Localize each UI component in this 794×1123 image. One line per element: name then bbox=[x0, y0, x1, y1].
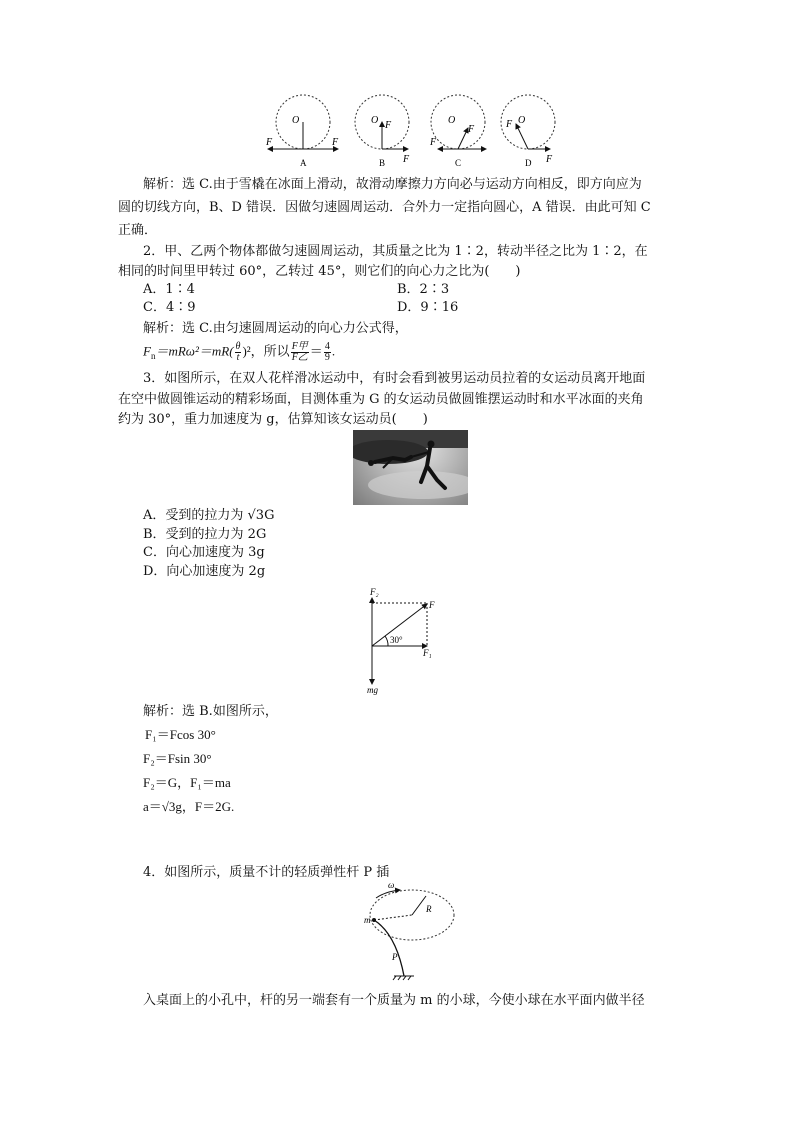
q2-option-b[interactable]: B．2∶3 bbox=[397, 282, 450, 297]
q3-solution-eq-2: F₂＝Fsin 30° bbox=[143, 751, 212, 766]
q3-solution-eq-3: F₂＝G，F₁＝ma bbox=[143, 775, 231, 790]
q4-fig-p-label: P bbox=[392, 952, 398, 962]
formula-theta-over-t: $\frac{\theta}{t}$ bbox=[235, 341, 241, 363]
q1-solution-line-1: 解析：选 C.由于雪橇在冰面上滑动，故滑动摩擦力方向必与运动方向相反，即方向应为 bbox=[143, 177, 642, 192]
q1-solution-line-3: 正确． bbox=[118, 223, 158, 238]
q1-force-figure bbox=[260, 92, 560, 174]
q3-fig-f2-label: F₂ bbox=[370, 587, 379, 597]
formula-force-ratio: $\frac{\text{F甲}}{\text{F乙}}$ bbox=[291, 341, 308, 363]
svg-text:F: F bbox=[266, 137, 273, 148]
svg-text:F: F bbox=[332, 137, 339, 148]
svg-text:F: F bbox=[385, 120, 392, 131]
q3-fig-f1-label: F₁ bbox=[423, 648, 432, 658]
q3-option-a[interactable]: A．受到的拉力为 √3G bbox=[143, 508, 275, 523]
svg-text:O: O bbox=[448, 115, 456, 126]
q3-solution-eq-4: a＝√3g，F＝2G. bbox=[143, 799, 235, 814]
svg-text:D: D bbox=[525, 158, 532, 168]
formula-ratio-end: . bbox=[331, 343, 336, 359]
formula-ratio-value: $\frac{4}{9}$ bbox=[324, 341, 330, 363]
q2-solution-formula bbox=[143, 342, 335, 370]
formula-after: )²，所以 bbox=[242, 343, 290, 359]
q3-fig-angle-label: 30° bbox=[390, 635, 403, 645]
formula-f: F bbox=[143, 343, 151, 359]
q4-rod-diagram bbox=[362, 882, 462, 982]
q3-option-c[interactable]: C．向心加速度为 3g bbox=[143, 545, 265, 560]
q1-option-a-diagram bbox=[265, 95, 339, 168]
q4-question-line-1: 4．如图所示，质量不计的轻质弹性杆 P 插 bbox=[143, 865, 390, 880]
svg-text:F: F bbox=[506, 119, 513, 130]
svg-text:B: B bbox=[379, 158, 386, 168]
svg-text:O: O bbox=[371, 115, 379, 126]
q3-fig-mg-label: mg bbox=[367, 685, 378, 695]
formula-eq: ＝mRω²＝mR( bbox=[155, 343, 234, 359]
q4-fig-r-label: R bbox=[426, 904, 432, 914]
svg-text:F: F bbox=[403, 154, 410, 165]
figure-skating-photo bbox=[353, 430, 468, 505]
q4-fig-m-label: m bbox=[364, 915, 371, 925]
svg-text:A: A bbox=[300, 158, 307, 168]
q1-option-b-diagram bbox=[355, 95, 410, 168]
q3-option-b[interactable]: B．受到的拉力为 2G bbox=[143, 527, 267, 542]
q3-option-d[interactable]: D．向心加速度为 2g bbox=[143, 564, 266, 579]
q3-question-line-1: 3．如图所示，在双人花样滑冰运动中，有时会看到被男运动员拉着的女运动员离开地面 bbox=[143, 371, 646, 386]
q1-solution-line-2: 圆的切线方向，B、D 错误．因做匀速圆周运动．合外力一定指向圆心，A 错误．由此可知 C bbox=[118, 200, 651, 215]
q3-force-diagram bbox=[362, 584, 452, 696]
q3-solution-eq-1: F₁＝Fcos 30° bbox=[145, 727, 216, 742]
q2-option-c[interactable]: C．4∶9 bbox=[143, 300, 196, 315]
svg-text:C: C bbox=[455, 158, 462, 168]
q1-option-c-diagram bbox=[429, 95, 486, 168]
svg-text:O: O bbox=[292, 115, 300, 126]
q2-option-a[interactable]: A．1∶4 bbox=[143, 282, 195, 297]
q3-solution-line-1: 解析：选 B.如图所示， bbox=[143, 704, 278, 719]
q2-option-d[interactable]: D．9∶16 bbox=[397, 300, 459, 315]
q3-fig-f-label: F bbox=[429, 600, 435, 610]
q2-solution-line-1: 解析：选 C.由匀速圆周运动的向心力公式得， bbox=[143, 321, 408, 336]
q1-option-d-diagram bbox=[501, 95, 555, 168]
q3-question-line-3: 约为 30°，重力加速度为 g，估算知该女运动员( ) bbox=[118, 412, 428, 427]
q4-fig-omega-label: ω bbox=[388, 882, 395, 890]
svg-text:F: F bbox=[468, 124, 475, 135]
q2-question-line-2: 相同的时间里甲转过 60°，乙转过 45°，则它们的向心力之比为( ) bbox=[118, 264, 521, 279]
q3-question-line-2: 在空中做圆锥运动的精彩场面，目测体重为 G 的女运动员做圆锥摆运动时和水平冰面的夹角 bbox=[118, 392, 644, 407]
formula-f-sub: n bbox=[150, 351, 156, 362]
formula-ratio-eq: ＝ bbox=[309, 343, 323, 359]
svg-text:F: F bbox=[546, 154, 553, 165]
q4-question-line-2: 入桌面上的小孔中，杆的另一端套有一个质量为 m 的小球，今使小球在水平面内做半径 bbox=[143, 993, 645, 1008]
q2-question-line-1: 2．甲、乙两个物体都做匀速圆周运动，其质量之比为 1∶2，转动半径之比为 1∶2，在 bbox=[143, 244, 648, 259]
svg-text:O: O bbox=[518, 115, 526, 126]
svg-text:F: F bbox=[430, 137, 437, 148]
